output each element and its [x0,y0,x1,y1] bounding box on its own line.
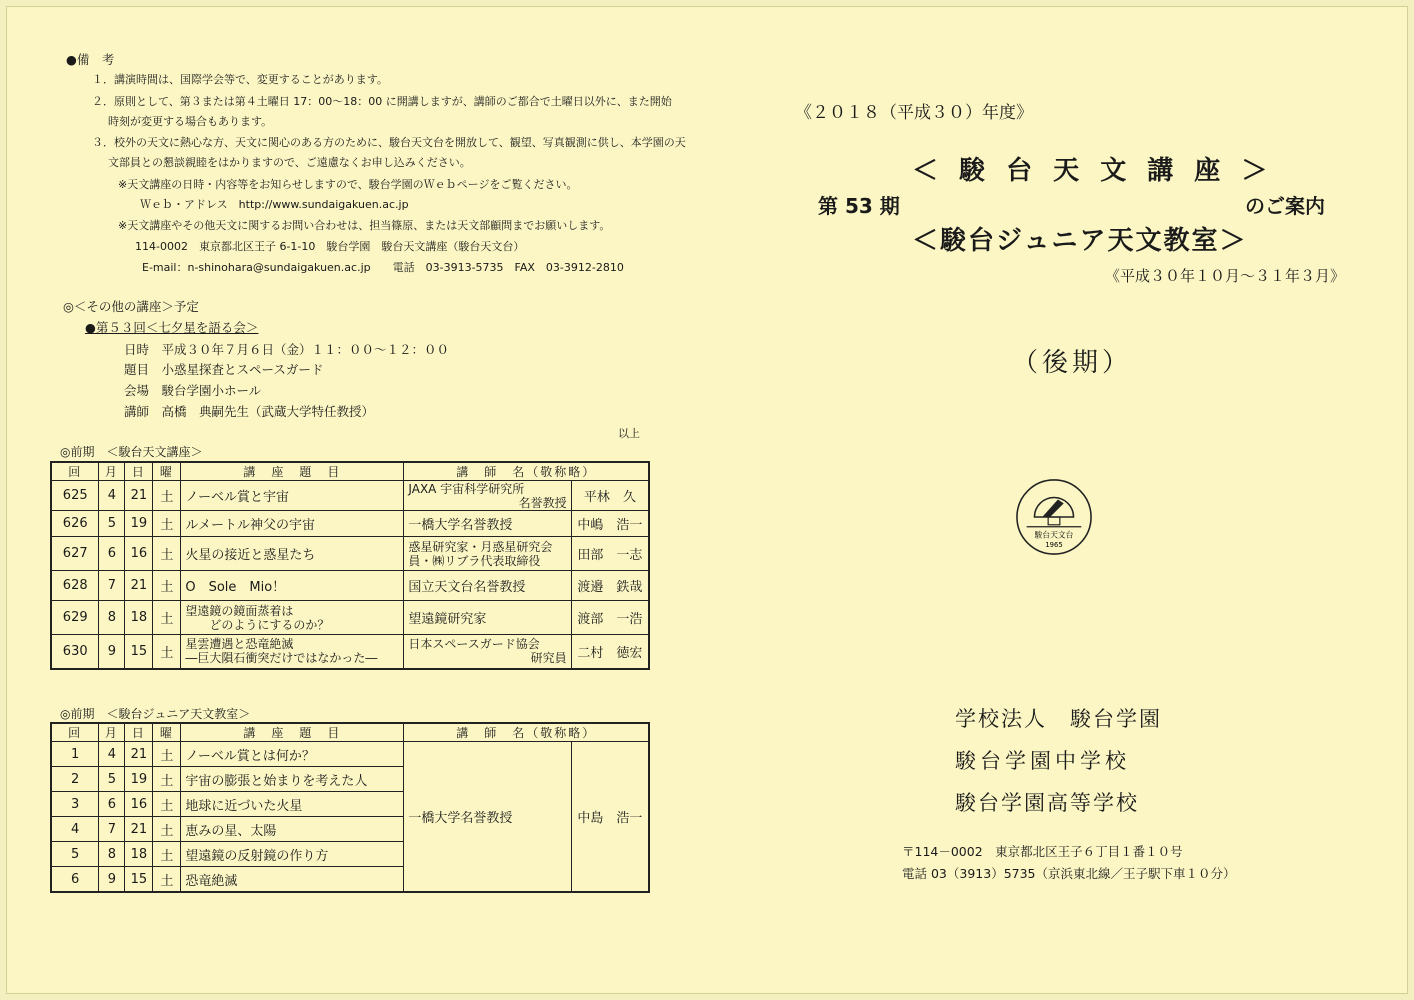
row-org [404,601,571,635]
header-month: 月 [99,462,125,481]
row-no: 629 [51,601,99,635]
row-day: 19 [125,511,153,537]
seal-text: 駿台天文台 [1034,530,1074,540]
row-month: 7 [99,817,125,842]
junior-table [50,722,650,893]
row-org-line2: 研究員 [530,651,567,666]
header-month: 月 [99,723,125,742]
contact-address: 114-0002 東京都北区王子 6-1-10 駿台学園 駿台天文講座（駿台天文台） [135,240,525,253]
row-title: 望遠鏡の反射鏡の作り方 [181,842,404,867]
row-month: 6 [99,792,125,817]
note-item: ２．原則として、第３または第４土曜日 17：00～18：00 に開講しますが、講師のご都合で土曜日以外に、また開始 [92,95,672,108]
row-title: ノーベル賞とは何か？ [181,742,404,767]
row-dow: 土 [153,792,181,817]
date-range: 《平成３０年１０月～３１年３月》 [1105,267,1346,285]
year-line: 《２０１８（平成３０）年度》 [795,103,1033,123]
row-dow: 土 [153,635,181,669]
row-title-line1: 星雲遭遇と恐竜絶滅 [185,637,294,652]
row-no: 630 [51,635,99,669]
header-title: 講 座 題 目 [181,723,404,742]
row-org-line1: JAXA 宇宙科学研究所 [408,481,525,496]
table-row [51,571,649,601]
row-org [404,537,571,571]
row-title [181,635,404,669]
row-dow: 土 [153,817,181,842]
row-day: 18 [125,601,153,635]
row-day: 15 [125,867,153,893]
row-dow: 土 [153,742,181,767]
row-org-line2: 員・㈱リブラ代表取締役 [408,553,541,568]
junior-lecturer-name: 中島 浩一 [571,742,649,893]
row-org [404,571,571,601]
row-title: 恐竜絶滅 [181,867,404,893]
row-title [181,601,404,635]
row-title-line2: どのようにするのか？ [185,617,330,632]
row-no: 3 [51,792,99,817]
row-title-line1: 望遠鏡の鏡面蒸着は [185,603,294,618]
lecture-table-heading: ◎前期 ＜駿台天文講座＞ [60,445,203,459]
row-day: 21 [125,481,153,511]
period-label: 第 53 期 [818,194,900,218]
row-name: 二村 徳宏 [571,635,649,669]
table-header-row [51,723,649,742]
cover-address: 〒114－0002 東京都北区王子６丁目１番１０号 [902,844,1183,859]
row-org [404,481,571,511]
cover-title-lecture: ＜ 駿 台 天 文 講 座 ＞ [912,156,1274,186]
row-day: 21 [125,571,153,601]
seal-year: 1965 [1045,541,1063,550]
school-junior-high: 駿台学園中学校 [955,749,1130,773]
row-day: 21 [125,742,153,767]
row-no: 626 [51,511,99,537]
row-title-line1: 火星の接近と惑星たち [185,548,316,563]
row-org-line1: 惑星研究家・月惑星研究会 [408,539,553,554]
other-lectures-heading: ◎＜その他の講座＞予定 [63,299,199,314]
row-month: 7 [99,571,125,601]
notes-heading: ●備 考 [66,52,115,67]
row-name: 中嶋 浩一 [571,511,649,537]
table-row [51,481,649,511]
note-item: 時刻が変更する場合もあります。 [108,115,273,128]
header-no: 回 [51,723,99,742]
cover-title-junior: ＜駿台ジュニア天文教室＞ [912,226,1248,256]
row-org-line1: 国立天文台名誉教授 [408,580,526,595]
row-title-line1: ノーベル賞と宇宙 [185,490,289,505]
row-month: 6 [99,537,125,571]
header-dow: 曜 [153,462,181,481]
row-org-line1: 望遠鏡研究家 [408,612,487,627]
row-no: 628 [51,571,99,601]
header-dow: 曜 [153,723,181,742]
row-month: 9 [99,867,125,893]
row-month: 8 [99,601,125,635]
guide-label: のご案内 [1245,194,1325,218]
row-month: 4 [99,742,125,767]
row-month: 5 [99,767,125,792]
row-title-line2: ―巨大隕石衝突だけではなかった― [185,651,378,666]
row-no: 625 [51,481,99,511]
row-title-line1: ルメートル神父の宇宙 [185,518,315,533]
row-org [404,635,571,669]
junior-lecturer-org: 一橋大学名誉教授 [404,742,571,893]
row-title-line1: O Sole Mio！ [185,580,286,595]
header-day: 日 [125,462,153,481]
closing-text: 以上 [618,427,640,440]
row-name: 渡部 一浩 [571,601,649,635]
event-topic: 題目 小惑星探査とスペースガード [124,362,324,377]
row-no: 5 [51,842,99,867]
table-row [51,742,649,767]
row-dow: 土 [153,481,181,511]
junior-table-heading: ◎前期 ＜駿台ジュニア天文教室＞ [60,707,251,721]
row-org-line2: 名誉教授 [518,495,567,510]
row-dow: 土 [153,511,181,537]
row-title: 地球に近づいた火星 [181,792,404,817]
term-label: （後期） [1012,348,1133,378]
row-day: 21 [125,817,153,842]
row-title: 恵みの星、太陽 [181,817,404,842]
row-org-line1: 一橋大学名誉教授 [408,518,513,533]
row-dow: 土 [153,537,181,571]
row-dow: 土 [153,767,181,792]
table-row [51,635,649,669]
header-lecturer: 講 師 名（敬称略） [404,462,649,481]
row-dow: 土 [153,571,181,601]
table-row [51,601,649,635]
event-lecturer: 講師 高橋 典嗣先生（武蔵大学特任教授） [124,404,375,419]
inquiry-note: ※天文講座やその他天文に関するお問い合わせは、担当篠原、または天文部顧問までお願いします。 [118,219,611,232]
table-row [51,537,649,571]
header-day: 日 [125,723,153,742]
row-title: 宇宙の膨張と始まりを考えた人 [181,767,404,792]
table-header-row [51,462,649,481]
lecture-table [50,461,650,670]
observatory-seal-icon [1015,478,1093,556]
row-no: 6 [51,867,99,893]
row-month: 4 [99,481,125,511]
row-no: 4 [51,817,99,842]
tanabata-event-title: ●第５３回＜七夕星を語る会＞ [85,320,259,335]
cover-phone: 電話 03（3913）5735（京浜東北線／王子駅下車１０分） [902,866,1236,881]
row-title [181,537,404,571]
row-org [404,511,571,537]
web-address[interactable]: Ｗｅｂ・アドレス http://www.sundaigakuen.ac.jp [140,198,409,211]
row-day: 19 [125,767,153,792]
header-lecturer: 講 師 名（敬称略） [404,723,649,742]
note-item: ３．校外の天文に熱心な方、天文に関心のある方のために、駿台天文台を開放して、観望、写真観測に供し、本学園の天 [92,136,686,149]
row-title [181,481,404,511]
row-name: 渡邉 鉄哉 [571,571,649,601]
row-month: 9 [99,635,125,669]
row-dow: 土 [153,842,181,867]
row-dow: 土 [153,867,181,893]
header-no: 回 [51,462,99,481]
note-item: 文部員との懇談親睦をはかりますので、ご遠慮なくお申し込みください。 [108,156,471,169]
school-high: 駿台学園高等学校 [955,791,1139,815]
note-item: １．講演時間は、国際学会等で、変更することがあります。 [92,73,388,86]
contact-info[interactable]: E-mail：n-shinohara@sundaigakuen.ac.jp 電話 03-3913-5735 FAX 03-3912-2810 [142,261,624,274]
table-row [51,511,649,537]
row-name: 田部 一志 [571,537,649,571]
row-title [181,511,404,537]
row-month: 5 [99,511,125,537]
row-day: 15 [125,635,153,669]
row-no: 1 [51,742,99,767]
event-venue: 会場 駿台学園小ホール [124,383,262,398]
header-title: 講 座 題 目 [181,462,404,481]
row-day: 16 [125,537,153,571]
row-no: 627 [51,537,99,571]
row-no: 2 [51,767,99,792]
row-name: 平林 久 [571,481,649,511]
row-month: 8 [99,842,125,867]
row-org-line1: 日本スペースガード協会 [408,637,540,652]
row-day: 18 [125,842,153,867]
event-datetime: 日時 平成３０年７月６日（金）１１：００～１２：００ [124,342,450,357]
row-title [181,571,404,601]
row-dow: 土 [153,601,181,635]
web-note: ※天文講座の日時・内容等をお知らせしますので、駿台学園のＷｅｂページをご覧ください。 [118,178,578,191]
row-day: 16 [125,792,153,817]
school-corporation: 学校法人 駿台学園 [955,707,1162,731]
